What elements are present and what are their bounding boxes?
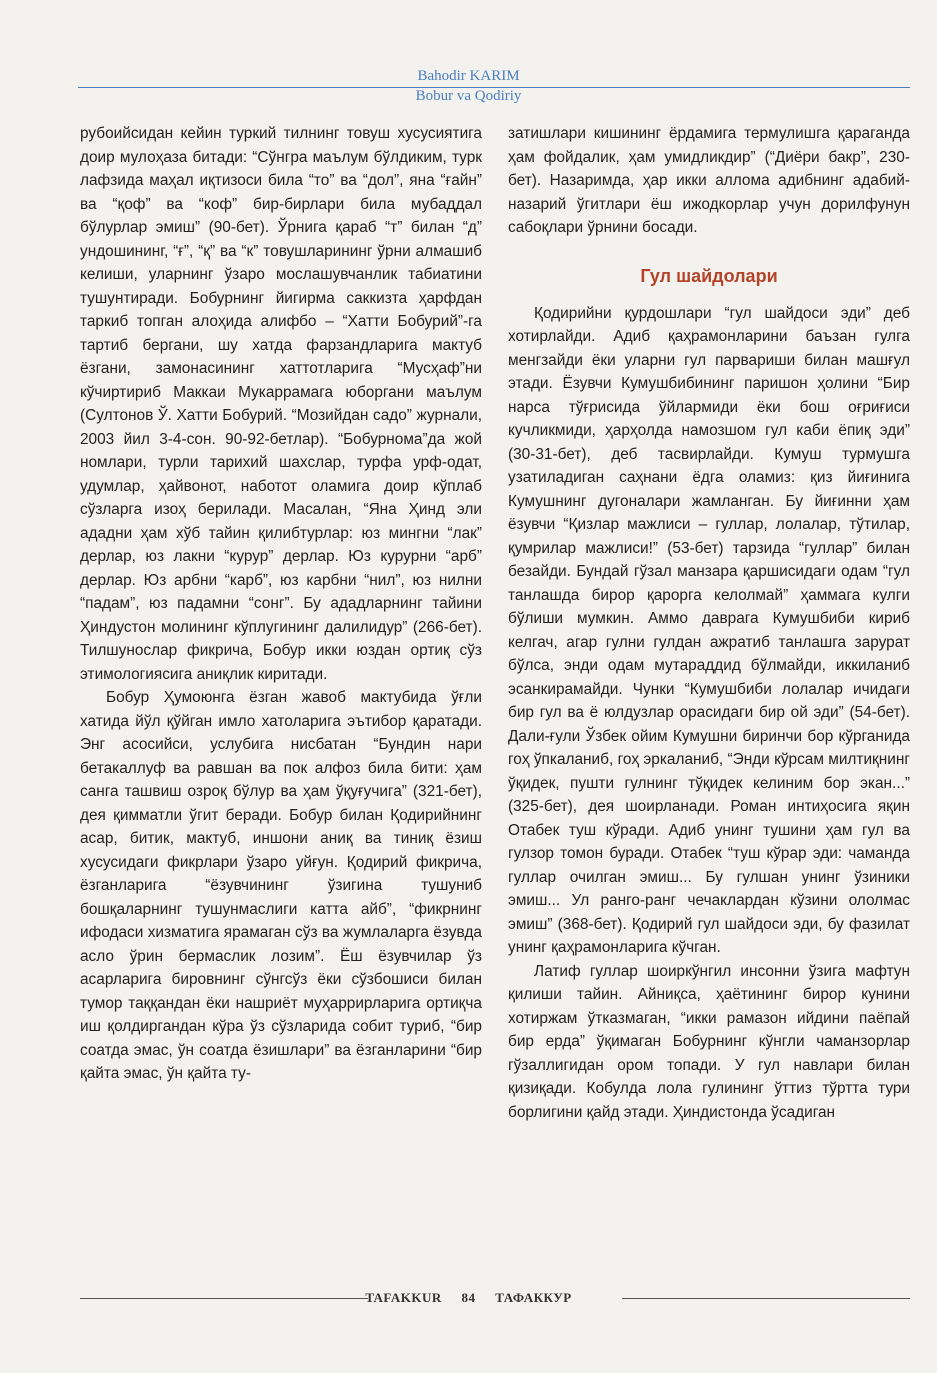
left-column (80, 122, 482, 1086)
body-paragraph: Бобур Ҳумоюнга ёзган жавоб мактубида ўғли хатида йўл қўйган имло хатоларига эътибор қаратади. Энг асосийси, услубига нисбатан “Бундин нари бетакаллуф ва равшан ва пок алфоз била бити: ҳам санга ташвиш озроқ бўлур ва ҳам ўқуғучига” (321-бет), дея қимматли ўгит беради. Бобур билан Қодирийнинг асар, битик, мактуб, иншони аниқ ва тиниқ ёзиш хусусидаги фикрлари ўзаро уйғун. Қодирий фикрича, ёзганларига “ёзувчининг ўзигина тушуниб бошқаларнинг тушунмаслиги катта айб”, “фикрнинг ифодаси хизматига ярамаган сўз ва жумлаларга ёзувда асло ўрин бермаслик лозим”. Ёш ёзувчилар ўз асарларига бировнинг сўнгсўз ёки сўзбошиси билан тумор таққандан ёки нашриёт муҳаррирларига ортиқча иш қолдиргандан кўра ўз сўзларида собит туриб, “бир соатда эмас, ўн соатда ёзишлари” ва ёзганларини “бир қайта эмас, ўн қайта ту- (80, 689, 482, 1082)
body-paragraph: затишлари кишининг ёрдамига термулишга қараганда ҳам фойдалик, ҳам умидликдир” (“Диёри бакр”, 230-бет). Назаримда, ҳар икки аллома адибнинг адабий-назарий ўгитлари ёш ижодкорлар учун дорилфунун сабоқлари ўрнини босади. (508, 125, 910, 236)
header-title: Bobur va Qodiriy (415, 88, 522, 104)
page-number: 84 (461, 1290, 476, 1305)
page-footer (0, 1288, 937, 1308)
body-paragraph: рубоийсидан кейин туркий тилнинг товуш хусусиятига доир мулоҳаза битади: “Сўнгра маълум бўлдиким, турк лафзида маҳал иқтизоси била “то” ва “дол”, яна “ғайн” ва “қоф” ва “коф” бир-бирлари била мубаддал бўлурлар эмиш” (90-бет). Ўрнига қараб “т” билан “д” ундошининг, “ғ”, “қ” ва “к” товушларининг ўрни алмашиб келиши, уларнинг ўзаро мослашувчанлик табиатини тушунтиради. Бобурнинг йигирма саккизта ҳарфдан таркиб топган алоҳида алифбо – “Хатти Бобурий”-га тартиб бергани, шу хатда фарзандларига мактуб ёзгани, замонасининг хаттотларига “Мусҳаф”ни кўчиртириб Маккаи Мукаррамага юборгани маълум (Султонов Ў. Хатти Бобурий. “Мозийдан садо” журнали, 2003 йил 3-4-сон. 90-92-бетлар). “Бобурнома”да жой номлари, турли тарихий шахслар, турфа урф-одат, удумлар, ҳайвонот, наботот оламига доир кўплаб сўзларга изоҳ берилади. Масалан, “Яна Ҳинд эли ададни ҳам хўб тайин қилибтурлар: юз мингни “лак” дерлар, юз лакни “курур” дерлар. Юз курурни “арб” дерлар. Юз арбни “карб”, юз карбни “нил”, юз нилни “падам”, юз падамни “сонг”. Бу ададларнинг тайини Ҳиндустон молининг кўплугининг далилидур” (266-бет). Тилшунослар фикрича, Бобур икки юздан ортиқ сўз этимологиясига аниқлик киритади. (80, 125, 482, 683)
header-rule (78, 87, 910, 88)
body-paragraph: Қодирийни қурдошлари “гул шайдоси эди” деб хотирлайди. Адиб қаҳрамонларини баъзан гулга менгзайди ёки уларни гул парвариши билан машғул этади. Ёзувчи Кумушбибининг паришон ҳолини “Бир нарса тўғрисида ўйлармиди ёки бош оғриғиси кучликмиди, ҳарҳолда намозшом гул каби ёпиқ эди” (30-31-бет), деб тасвирлайди. Кумуш турмушга узатиладиган саҳнани ёдга оламиз: қиз йиғинига Кумушнинг дугоналари жамланган. Бу йиғинни ҳам ёзувчи “Қизлар мажлиси – гуллар, лолалар, тўтилар, қумрилар мажлиси!” (53-бет) тарзида “гуллар” билан безайди. Бундай гўзал манзара қаршисидаги одам “гул танлашда бирор қарорга келолмай” ҳаммага кулги бўлиши мумкин. Аммо даврага Кумушбиби кириб келгач, агар гулни гулдан ажратиб танлашга зарурат бўлса, энди одам мутараддид бўлмайди, иккиланиб эсанкирамайди. Чунки “Кумушбиби лолалар ичидаги бир гул ва ё юлдузлар орасидаги бир ой эди” (54-бет). Дали-ғули Ўзбек ойим Кумушни биринчи бор кўрганида гоҳ ўпкаланиб, гоҳ эркаланиб, “Энди кўрсам милтиқнинг ўқидек, пушти гулнинг тўқидек келиним бор экан...” (325-бет), дея шоирланади. Роман интиҳосига яқин Отабек туш кўради. Адиб унинг тушини ҳам гул ва гулзор томон буради. Отабек “туш кўрар эди: чаманда гуллар очилган эмиш... Бу гулшан унинг ўзиники эмиш... Ул ранго-ранг чечаклардан кўзини ололмас эмиш” (368-бет). Қодирий гул шайдоси эди, бу фазилат унинг қаҳрамонларига кўчган. (508, 304, 910, 956)
running-head (0, 66, 937, 106)
header-author: Bahodir KARIM (417, 68, 520, 84)
footer-journal-latin: TAFAKKUR (365, 1290, 442, 1305)
footer-journal-cyrillic: ТАФАККУР (495, 1290, 572, 1305)
right-column (508, 122, 910, 1124)
body-paragraph: Латиф гуллар шоиркўнгил инсонни ўзига мафтун қилиши тайин. Айниқса, ҳаётининг бирор кунини хотиржам ўтказмаган, “икки рамазон ийдини паёпай бир ерда” ўқимаган Бобурнинг кўнгли чаманзорлар гўзаллигидан ором топади. У гул навлари билан қизиқади. Кобулда лола гулининг ўттиз тўртта тури борлигини қайд этади. Ҳиндистонда ўсадиган (508, 962, 910, 1121)
section-heading: Гул шайдолари (640, 265, 778, 286)
